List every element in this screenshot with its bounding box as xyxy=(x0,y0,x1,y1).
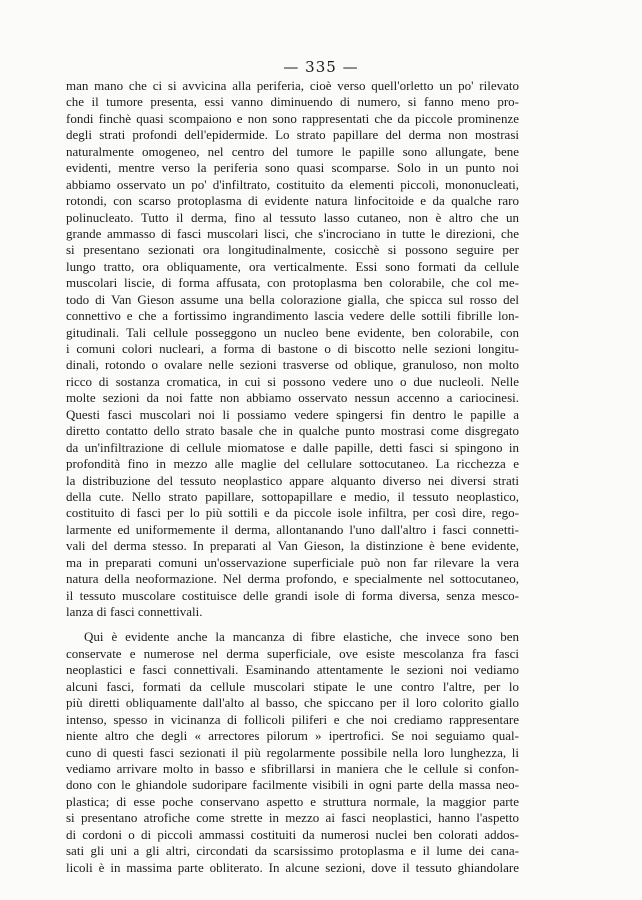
text-line: lungo tratto, ora obliquamente, ora verticalmente. Essi sono formati da cellule xyxy=(66,258,519,274)
paragraph-2 xyxy=(66,629,519,876)
text-line: todo di Van Gieson assume una bella colorazione gialla, che spicca sul rosso del xyxy=(66,291,519,307)
text-line: niente altro che degli « arrectores pilorum » ipertrofici. Se noi seguiamo qual- xyxy=(66,728,519,744)
text-line: sati gli uni a gli altri, circondati da scarsissimo protoplasma e il lume dei cana- xyxy=(66,843,519,859)
text-line: muscolari liscie, di forma affusata, con protoplasma ben colorabile, che col me- xyxy=(66,275,519,291)
text-line: polinucleato. Tutto il derma, fino al tessuto lasso cutaneo, non è altro che un xyxy=(66,209,519,225)
text-line: degli strati profondi dell'epidermide. Lo strato papillare del derma non mostrasi xyxy=(66,127,519,143)
text-line: naturalmente omogeneo, nel centro del tumore le papille sono allungate, bene xyxy=(66,143,519,159)
text-line: licoli è in massima parte obliterato. In alcune sezioni, dove il tessuto ghiandolare xyxy=(66,859,519,875)
text-line: plastica; di esse poche conservano aspetto e struttura normale, la maggior parte xyxy=(66,793,519,809)
paragraph-spacer xyxy=(66,620,519,629)
page-number: — 335 — xyxy=(283,58,359,76)
text-line: intenso, spesso in vicinanza di follicoli piliferi e che noi crediamo rappresentare xyxy=(66,711,519,727)
text-line: Qui è evidente anche la mancanza di fibre elastiche, che invece sono ben xyxy=(84,629,519,645)
text-line: costituito di fasci per lo più sottili e da piccole isole infiltra, per così dire, rego- xyxy=(66,505,519,521)
text-line: gitudinali. Tali cellule posseggono un nucleo bene evidente, ben colorabile, con xyxy=(66,324,519,340)
text-line: dono con le ghiandole sudoripare facilmente visibili in ogni parte della massa neo- xyxy=(66,777,519,793)
text-line: evidenti, mentre verso la periferia sono quasi scomparse. Solo in un punto noi xyxy=(66,160,519,176)
text-line: si presentano atrofiche come strette in mezzo ai fasci neoplastici, hanno l'aspetto xyxy=(66,810,519,826)
text-line: grande ammasso di fasci muscolari lisci, che s'incrociano in tutte le direzioni, che xyxy=(66,225,519,241)
text-line: conservate e numerose nel derma superficiale, ove esiste mescolanza fra fasci xyxy=(66,645,519,661)
text-line: i comuni colori nucleari, a forma di bastone o di biscotto nelle sezioni longitu- xyxy=(66,341,519,356)
text-line: diretto contatto dello strato basale che in qualche punto mostrasi come disgregato xyxy=(66,423,519,439)
text-line: ma in preparati comuni un'osservazione superficiale può non far rilevare la vera xyxy=(66,554,519,570)
text-line: cuno di questi fasci sezionati il più regolarmente possibile nella loro lunghezza, li xyxy=(66,744,519,760)
text-line: da un'infiltrazione di cellule miomatose e dalle papille, detti fasci si spingono in xyxy=(66,439,519,455)
text-line: che il tumore presenta, essi vanno diminuendo di numero, si fanno meno pro- xyxy=(66,94,519,110)
text-line: larmente ed uniformemente il derma, allontanando l'uno dall'altro i fasci connetti- xyxy=(66,521,519,537)
text-line: alcuni fasci, formati da cellule muscolari stipate le une contro l'altre, per lo xyxy=(66,678,519,694)
text-line: ricco di sostanza cromatica, in cui si possono vedere uno o due nucleoli. Nelle xyxy=(66,373,519,389)
text-line: neoplastici e fasci connettivali. Esaminando attentamente le sezioni noi vediamo xyxy=(66,662,519,678)
text-line: fondi finchè quasi scompaiono e non sono rappresentati che da piccole prominenze xyxy=(66,110,519,126)
text-line: lanza di fasci connettivali. xyxy=(66,604,203,619)
text-line: della cute. Nello strato papillare, sottopapillare e medio, il tessuto neoplastico, xyxy=(66,488,519,504)
text-line: si presentano sezionati ora longitudinalmente, cosicchè si possono seguire per xyxy=(66,242,519,258)
text-line: vali del derma stesso. In preparati al Van Gieson, la distinzione è bene evidente, xyxy=(66,538,519,554)
text-line: abbiamo osservato un po' d'infiltrato, costituito da elementi piccoli, mononucleati, xyxy=(66,176,519,192)
text-line: man mano che ci si avvicina alla periferia, cioè verso quell'orletto un po' rilevato xyxy=(66,78,519,93)
text-line: rotondi, con scarso protoplasma di evidente natura linfocitoide e da qualche raro xyxy=(66,193,519,209)
text-line: profondità fino in mezzo alle maglie del cellulare sottocutaneo. La ricchezza e xyxy=(66,456,519,472)
text-line: Questi fasci muscolari noi li possiamo vedere spingersi fin dentro le papille a xyxy=(66,406,519,422)
text-line: natura della neoformazione. Nel derma profondo, e specialmente nel sottocutaneo, xyxy=(66,571,519,587)
text-line: connettivo e che a fortissimo ingrandimento lascia vedere delle sottili fibrille lon- xyxy=(66,308,519,324)
text-line: il tessuto muscolare costituisce delle grandi isole di forma diversa, senza mesco- xyxy=(66,587,519,603)
text-line: di cordoni o di piccoli ammassi costituiti da numerosi nuclei ben colorati addos- xyxy=(66,826,519,842)
text-line: la distribuzione del tessuto neoplastico appare alquanto diverso nei diversi strati xyxy=(66,472,519,488)
text-line: vediamo arrivare molto in basso e sfibrillarsi in maniera che le cellule si confon- xyxy=(66,760,519,776)
text-line: molte sezioni da noi fatte non abbiamo osservato nessun accenno a cariocinesi. xyxy=(66,390,519,406)
body-text xyxy=(66,78,519,876)
text-line: dinali, rotondo o ovalare nelle sezioni trasverse od oblique, granuloso, non molto xyxy=(66,357,519,373)
text-line: più diretti obliquamente dall'alto al basso, che spiccano per il loro colorito giallo xyxy=(66,695,519,711)
paragraph-1 xyxy=(66,78,519,620)
